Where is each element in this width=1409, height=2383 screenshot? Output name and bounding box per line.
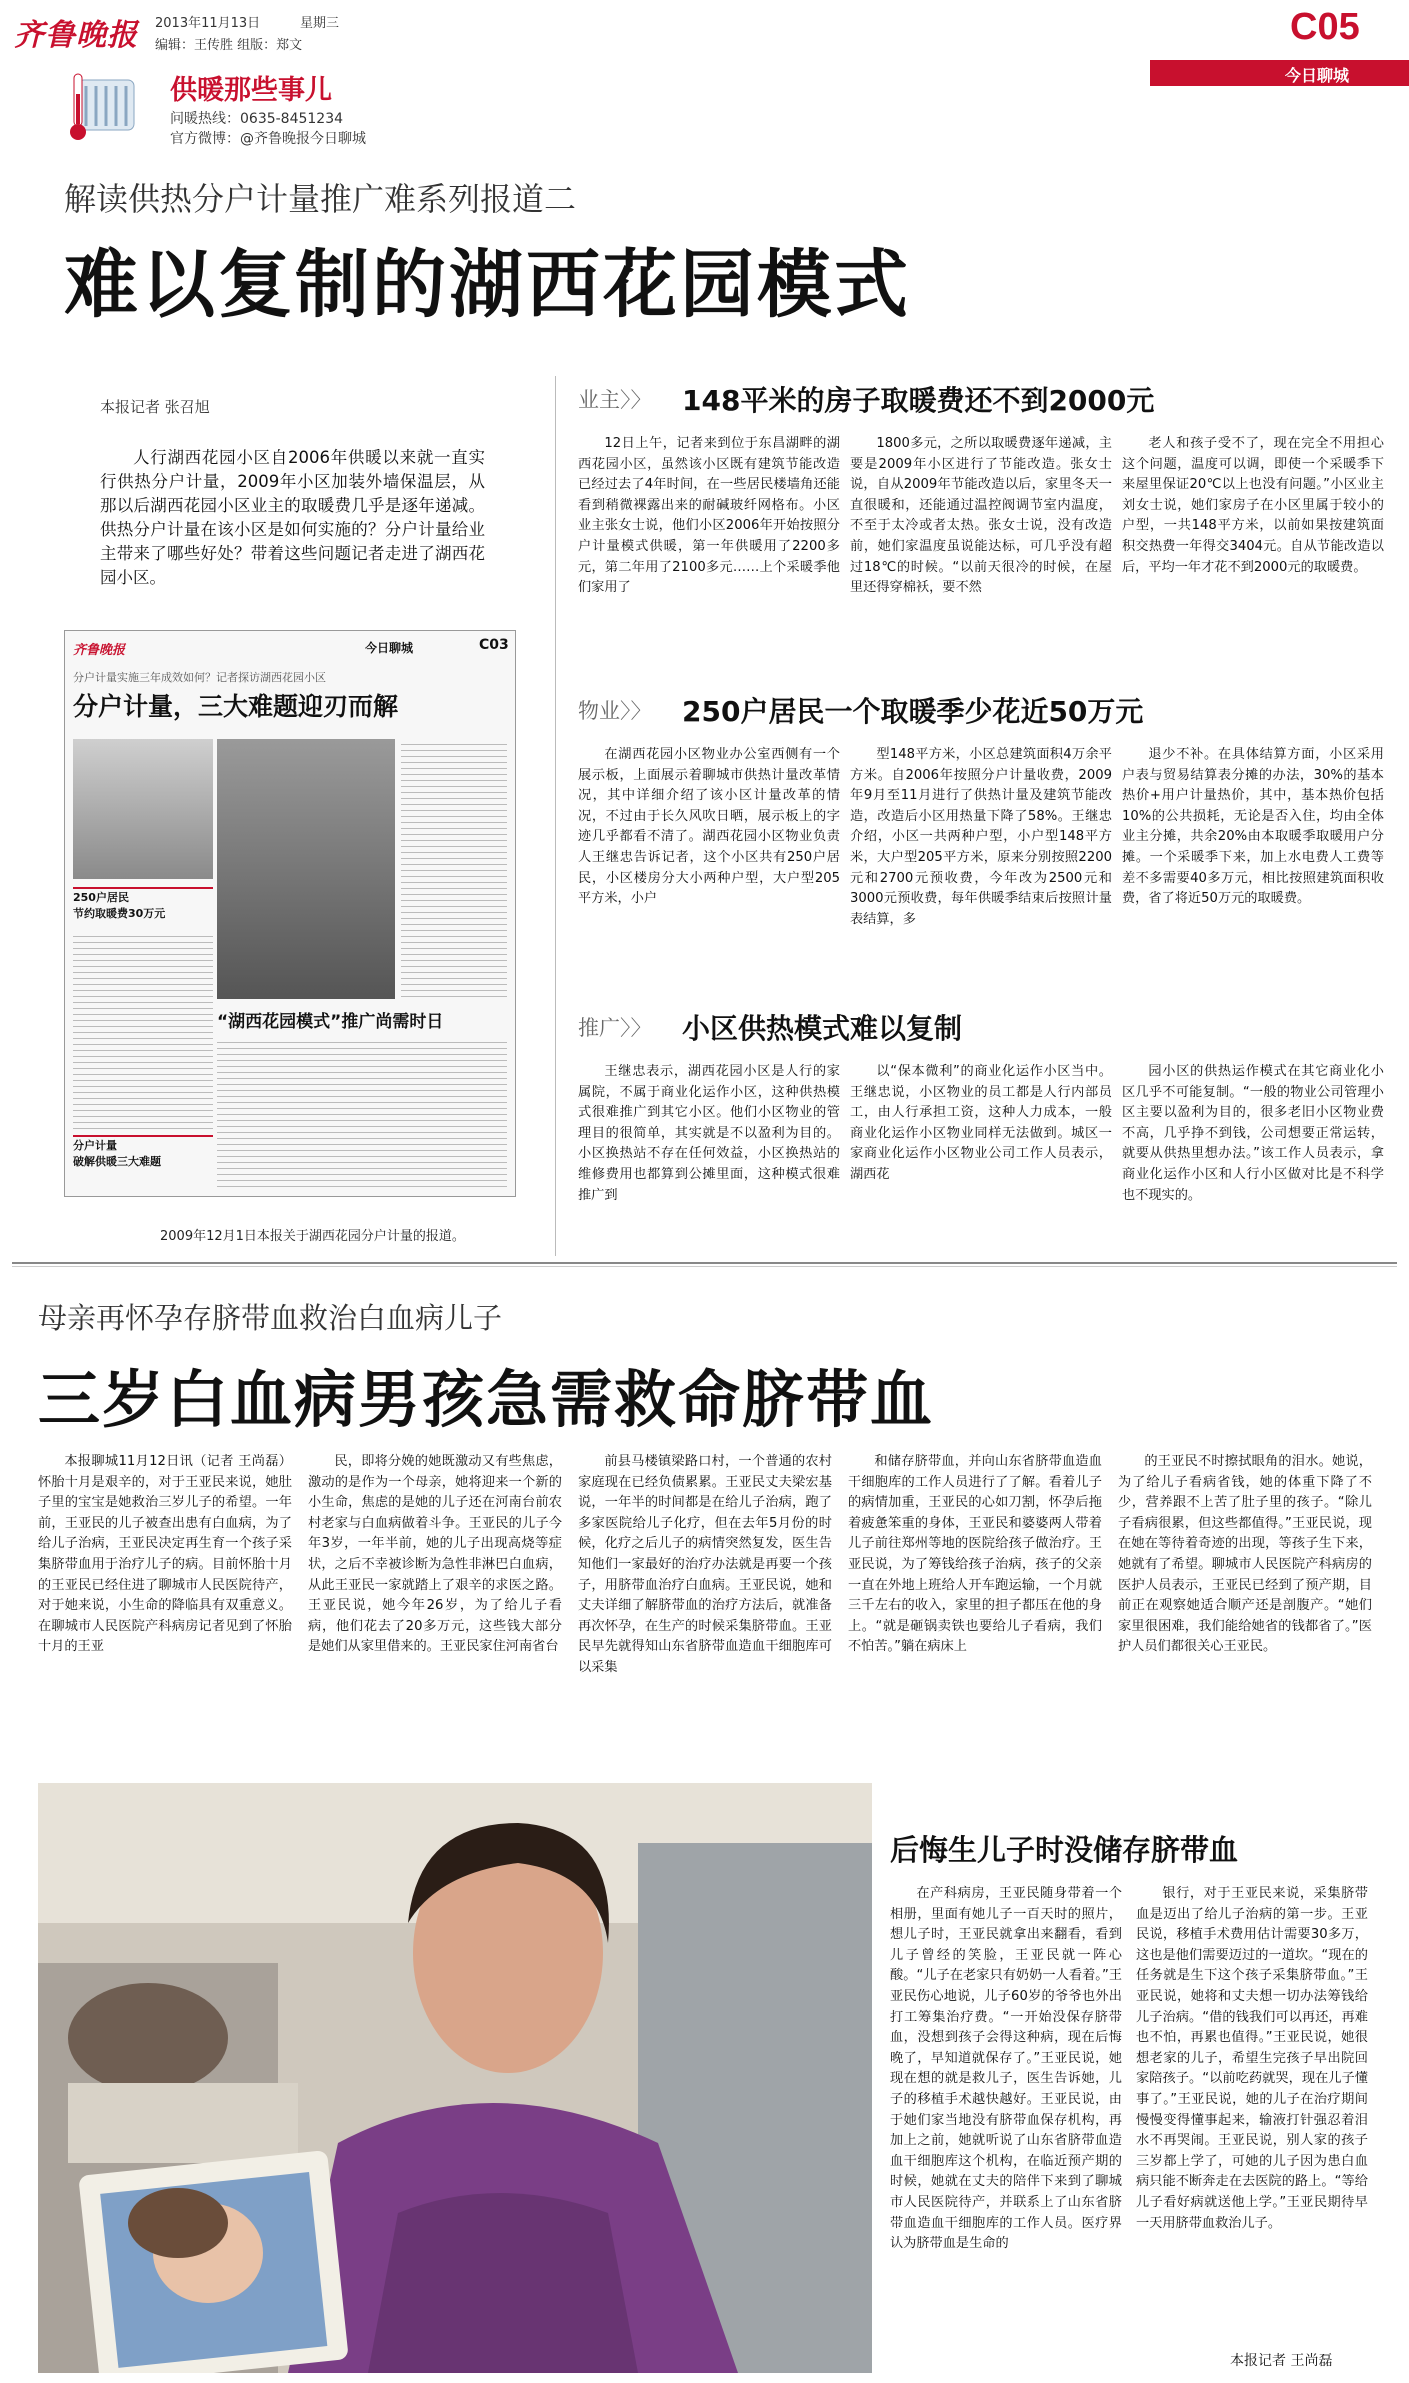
clip-box1 bbox=[73, 887, 213, 929]
column-hotline: 问暖热线：0635-8451234 bbox=[170, 111, 344, 127]
clip-box2-b: 破解供暖三大难题 bbox=[73, 1155, 161, 1168]
clip-box2-a: 分户计量 bbox=[73, 1139, 117, 1152]
paper-logo: 齐鲁晚报 bbox=[14, 18, 138, 53]
clip-headline: 分户计量，三大难题迎刃而解 bbox=[73, 692, 399, 721]
article2-sub-column bbox=[890, 1884, 1122, 2372]
clip-text-block-3 bbox=[217, 1037, 507, 1187]
section-column-text: 型148平方米，小区总建筑面积4万余平方米。自2006年按照分户计量收费，2009年9月至11月进行了供热计量及建筑节能改造，改造后小区用热量下降了58%。王继忠介绍，小区一共两种户型，小户型148平方米，大户型205平方米，原来分别按照2200元和2700元预收费，今年改为2500元和3000元预收费，每年供暖季结束后按照计量表结算，多 bbox=[850, 747, 1112, 927]
thermometer-icon bbox=[70, 72, 144, 144]
clipping-caption: 2009年12月1日本报关于湖西花园分户计量的报道。 bbox=[160, 1229, 465, 1244]
article2-headline: 三岁白血病男孩急需救命脐带血 bbox=[38, 1363, 935, 1436]
section-column bbox=[578, 434, 840, 670]
clipping-image bbox=[64, 630, 516, 1197]
section-column-text: 王继忠表示，湖西花园小区是人行的家属院，不属于商业化运作小区，这种供热模式很难推广到其它小区。他们小区物业的管理目的很简单，其实就是不以盈利为目的。小区换热站不存在任何效益，小区换热站的维修费用也都算到公摊里面，这种模式很难推广到 bbox=[578, 1064, 840, 1203]
masthead bbox=[0, 0, 1409, 85]
article1-headline: 难以复制的湖西花园模式 bbox=[64, 242, 911, 328]
section-title: 148平米的房子取暖费还不到2000元 bbox=[682, 384, 1155, 417]
article2-column bbox=[578, 1452, 832, 1762]
article2-column-text: 的王亚民不时擦拭眼角的泪水。她说，为了给儿子看病省钱，她的体重下降了不少，营养跟不上苦了肚子里的孩子。“除儿子看病很累，但这些都值得。”王亚民说，现在她在等待着奇迹的出现，等孩子生下来，她就有了希望。聊城市人民医院产科病房的医护人员表示，王亚民已经到了预产期，目前正在观察她适合顺产还是剖腹产。“她们家里很困难，我们能给她省的钱都省了。”医护人员们都很关心王亚民。 bbox=[1118, 1454, 1372, 1655]
article-divider-accent bbox=[12, 1266, 1397, 1267]
clip-text-block-2 bbox=[73, 931, 213, 1131]
section-column bbox=[1122, 434, 1384, 670]
mother-photo bbox=[38, 1783, 872, 2373]
article2-column bbox=[848, 1452, 1102, 1762]
column-weibo: 官方微博：@齐鲁晚报今日聊城 bbox=[170, 131, 366, 147]
clip-topline: 分户计量实施三年成效如何？记者探访湖西花园小区 bbox=[73, 671, 326, 684]
section-column-text: 退少不补。在具体结算方面，小区采用户表与贸易结算表分摊的办法，30%的基本热价+用户计量热价，其中，基本热价包括10%的公共损耗，无论是否入住，均由全体业主分摊，共余20%由本取暖季取暖用户分摊。一个采暖季下来，加上水电费人工费等差不多需要40多万元，相比按照建筑面积收费，省了将近50万元的取暖费。 bbox=[1122, 747, 1384, 907]
clip-photo-building bbox=[73, 739, 213, 879]
clip-photo-worker bbox=[217, 739, 395, 999]
section-bar-label: 今日聊城 bbox=[1284, 66, 1349, 85]
section-column-text: 老人和孩子受不了，现在完全不用担心这个问题，温度可以调，即使一个采暖季下来屋里保证20℃以上也没有问题。”小区业主刘女士说，她们家房子在小区里属于较小的户型，一共148平方米，以前如果按建筑面积交热费一年得交3404元。自从节能改造以后，平均一年才花不到2000元的取暖费。 bbox=[1122, 436, 1384, 575]
article-divider bbox=[12, 1262, 1397, 1264]
section-column-text: 1800多元，之所以取暖费逐年递减，主要是2009年小区进行了节能改造。张女士说，自从2009年节能改造以后，家里冬天一直很暖和，还能通过温控阀调节室内温度，不至于太冷或者太热。张女士说，没有改造前，她们家温度虽说能达标，可几乎没有超过18℃的时候。“以前天很冷的时候，在屋里还得穿棉袄，要不然 bbox=[850, 436, 1112, 596]
section-column-text: 以“保本微利”的商业化运作小区当中。王继忠说，小区物业的员工都是人行内部员工，由人行承担工资，这种人力成本，一般商业化运作小区物业同样无法做到。城区一家商业化运作小区物业公司工作人员表示，湖西花 bbox=[850, 1064, 1112, 1182]
section-column bbox=[1122, 745, 1384, 981]
article2-column-text: 本报聊城11月12日讯（记者 王尚磊） 怀胎十月是艰辛的，对于王亚民来说，她肚子里的宝宝是她救治三岁儿子的希望。一年前，王亚民的儿子被查出患有白血病，为了给儿子治病，王亚民决定再生育一个孩子采集脐带血用于治疗儿子的病。目前怀胎十月的王亚民已经住进了聊城市人民医院待产，对于她来说，小生命的降临具有双重意义。在聊城市人民医院产科病房记者见到了怀胎十月的王亚 bbox=[38, 1454, 292, 1655]
article2-sub-byline: 本报记者 王尚磊 bbox=[1230, 2353, 1333, 2369]
article1-lead-text: 人行湖西花园小区自2006年供暖以来就一直实行供热分户计量，2009年小区加装外墙保温层，从那以后湖西花园小区业主的取暖费几乎是逐年递减。供热分户计量在该小区是如何实施的？分户计量给业主带来了哪些好处？带着这些问题记者走进了湖西花园小区。 bbox=[100, 448, 485, 587]
section-column bbox=[850, 434, 1112, 670]
article2-sub-column-text: 银行，对于王亚民来说，采集脐带血是迈出了给儿子治病的第一步。王亚民说，移植手术费用估计需要30多万，这也是他们需要迈过的一道坎。“现在的任务就是生下这个孩子采集脐带血。”王亚民说，她将和丈夫想一切办法筹钱给儿子治病。“借的钱我们可以再还，再难也不怕，再累也值得。”王亚民说，她很想老家的儿子，希望生完孩子早出院回家陪孩子。“以前吃药就哭，现在儿子懂事了。”王亚民说，她的儿子在治疗期间慢慢变得懂事起来，输液打针强忍着泪水不再哭闹。王亚民说，别人家的孩子三岁都上学了，可她的儿子因为患白血病只能不断奔走在去医院的路上。“等给儿子看好病就送他上学。”王亚民期待早一天用脐带血救治儿子。 bbox=[1136, 1886, 1368, 2231]
section-column-text: 园小区的供热运作模式在其它商业化小区几乎不可能复制。“一般的物业公司管理小区主要以盈利为目的，很多老旧小区物业费不高，几乎挣不到钱，公司想要正常运转，就要从供热里想办法。”该工作人员表示，拿商业化运作小区和人行小区做对比是不科学也不现实的。 bbox=[1122, 1064, 1384, 1203]
section-tag: 物业〉〉 bbox=[578, 699, 652, 723]
editor-line: 编辑：王传胜 组版：郑文 bbox=[155, 38, 303, 53]
article2-column bbox=[1118, 1452, 1372, 1762]
article2-column-text: 民，即将分娩的她既激动又有些焦虑，激动的是作为一个母亲，她将迎来一个新的小生命，焦虑的是她的儿子还在河南台前农村老家与白血病做着斗争。王亚民的儿子今年3岁，一年半前，她的儿子出现高烧等症状，之后不幸被诊断为急性非淋巴白血病，从此王亚民一家就踏上了艰辛的求医之路。王亚民说，她今年26岁，为了给儿子看病，他们花去了20多万元，这些钱大部分是她们从家里借来的。王亚民家住河南省台 bbox=[308, 1454, 562, 1655]
clip-box2 bbox=[73, 1135, 213, 1177]
section-title: 250户居民一个取暖季少花近50万元 bbox=[682, 695, 1144, 728]
section-title: 小区供热模式难以复制 bbox=[682, 1012, 963, 1045]
article1-byline: 本报记者 张召旭 bbox=[100, 398, 210, 416]
section-tag: 推广〉〉 bbox=[578, 1016, 652, 1040]
page-code: C05 bbox=[1290, 6, 1360, 48]
article2-sub-column bbox=[1136, 1884, 1368, 2344]
issue-weekday: 星期三 bbox=[300, 16, 340, 31]
section-bar bbox=[1150, 60, 1409, 86]
article2-column-text: 前县马楼镇梁路口村，一个普通的农村家庭现在已经负债累累。王亚民丈夫梁宏基说，一年半的时间都是在给儿子治病，跑了多家医院给儿子化疗，但在去年5月份的时候，化疗之后儿子的病情突然复发，医生告知他们一家最好的治疗办法就是再要一个孩子，用脐带血治疗白血病。王亚民说，她和丈夫详细了解脐带血的治疗方法后，就准备再次怀孕，在生产的时候采集脐带血。王亚民早先就得知山东省脐带血造血干细胞库可以采集 bbox=[578, 1454, 832, 1675]
article2-column bbox=[308, 1452, 562, 1762]
article2-sub-column-text: 在产科病房，王亚民随身带着一个相册，里面有她儿子一百天时的照片，想儿子时，王亚民就拿出来翻看，看到儿子曾经的笑脸，王亚民就一阵心酸。“儿子在老家只有奶奶一人看着。”王亚民伤心地说，儿子60岁的爷爷也外出打工筹集治疗费。“一开始没保存脐带血，没想到孩子会得这种病，现在后悔晚了，早知道就保存了。”王亚民说，她现在想的就是救儿子，医生告诉她，儿子的移植手术越快越好。王亚民说，由于她们家当地没有脐带血保存机构，再加上之前，她就听说了山东省脐带血造血干细胞库这个机构，在临近预产期的时候，她就在丈夫的陪伴下来到了聊城市人民医院待产，并联系上了山东省脐带血造血干细胞库的工作人员。医疗界认为脐带血是生命的 bbox=[890, 1886, 1122, 2252]
clip-subhead: “湖西花园模式”推广尚需时日 bbox=[217, 1012, 444, 1032]
column-title: 供暖那些事儿 bbox=[170, 75, 332, 106]
article2-column-text: 和储存脐带血，并向山东省脐带血造血干细胞库的工作人员进行了了解。看着儿子的病情加重，王亚民的心如刀割，怀孕后拖着疲惫笨重的身体，王亚民和婆婆两人带着儿子前往郑州等地的医院给孩子做治疗。王亚民说，为了筹钱给孩子治病，孩子的父亲一直在外地上班给人开车跑运输，一个月就三千左右的收入，家里的担子都压在他的身上。“就是砸锅卖铁也要给儿子看病，我们不怕苦。”躺在病床上 bbox=[848, 1454, 1102, 1655]
clip-paper: 齐鲁晚报 bbox=[73, 643, 126, 658]
clip-page: C03 bbox=[479, 637, 509, 653]
article1-kicker: 解读供热分户计量推广难系列报道二 bbox=[64, 180, 577, 218]
article2-column bbox=[38, 1452, 292, 1762]
column-box bbox=[70, 68, 490, 150]
section-tag: 业主〉〉 bbox=[578, 388, 652, 412]
column-divider bbox=[555, 376, 556, 1256]
section-column-text: 12日上午，记者来到位于东昌湖畔的湖西花园小区，虽然该小区既有建筑节能改造已经过去了4年时间，在一些居民楼墙角还能看到稍微裸露出来的耐碱玻纤网格布。小区业主张女士说，他们小区2006年开始按照分户计量模式供暖，第一年供暖用了2200多元，第二年用了2100多元……上个采暖季他们家用了 bbox=[578, 436, 840, 596]
issue-date: 2013年11月13日 bbox=[155, 16, 261, 31]
clip-box1-a: 250户居民 bbox=[73, 891, 129, 904]
clip-text-block bbox=[401, 739, 507, 999]
section-column bbox=[850, 745, 1112, 981]
clip-section: 今日聊城 bbox=[365, 641, 414, 655]
section-column bbox=[578, 745, 840, 981]
section-column-text: 在湖西花园小区物业办公室西侧有一个展示板，上面展示着聊城市供热计量改革情况，其中详细介绍了该小区计量改革的情况，不过由于长久风吹日晒，展示板上的字迹几乎都看不清了。湖西花园小区物业负责人王继忠告诉记者，这个小区共有250户居民，小区楼房分大小两种户型，大户型205平方米，小户 bbox=[578, 747, 840, 907]
article2-kicker: 母亲再怀孕存脐带血救治白血病儿子 bbox=[38, 1301, 503, 1335]
article1-lead bbox=[100, 446, 485, 590]
article2-sub-title: 后悔生儿子时没储存脐带血 bbox=[890, 1833, 1239, 1867]
clip-box1-b: 节约取暖费30万元 bbox=[73, 907, 166, 920]
